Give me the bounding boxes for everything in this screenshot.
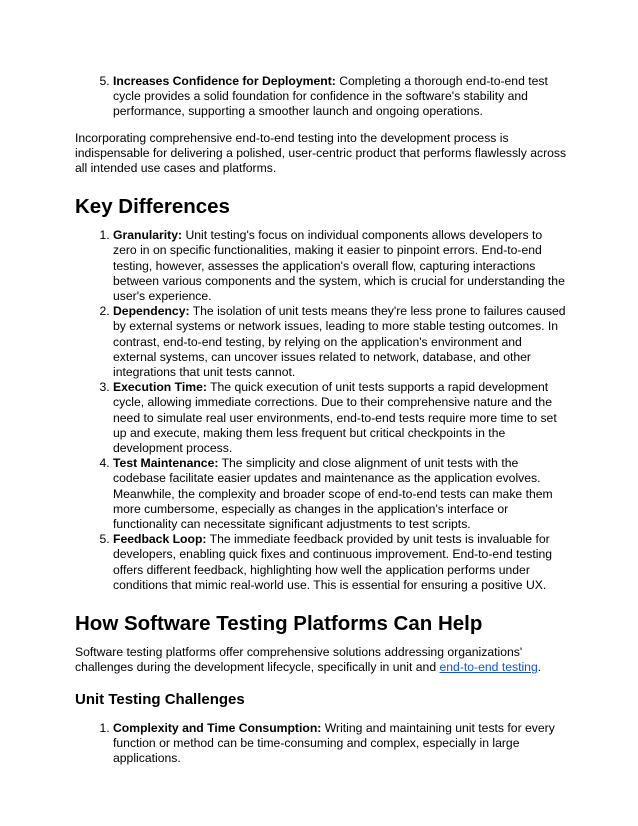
unit-testing-challenges-heading: Unit Testing Challenges [75,690,245,708]
list-item [113,456,567,532]
platforms-heading: How Software Testing Platforms Can Help [75,612,483,636]
list-item-text: The isolation of unit tests means they're less prone to failures caused by external systems or network issues, leading to more stable testing outcomes. In contrast, end-to-end testing, by relying on the application's environment and external systems, can uncover issues related to network, database, and other integrations that unit tests cannot. [113,304,566,380]
list-item-title: Dependency: [113,304,190,319]
list-item-text: The simplicity and close alignment of unit tests with the codebase facilitate easier updates and maintenance as the application evolves. Meanwhile, the complexity and broader scope of end-to-end tests can make them more cumbersome, especially as changes in the application's interface or functionality can necessitate significant adjustments to test scripts. [113,456,553,532]
list-item [113,532,567,593]
unit-challenges-list [75,721,567,767]
platforms-paragraph-text: Software testing platforms offer comprehensive solutions addressing organizations' challenges during the development lifecycle, specifically in unit and [75,645,523,675]
list-item-text: Writing and maintaining unit tests for every function or method can be time-consuming and complex, especially in large applications. [113,720,555,765]
platforms-paragraph [75,645,567,675]
list-item [113,228,567,304]
list-item-text: Unit testing's focus on individual components allows developers to zero in on specific functionalities, making it easier to pinpoint errors. End-to-end testing, however, assesses the application's overall flow, capturing interactions between various components and the system, which is crucial for understanding the user's experience. [113,228,565,304]
list-item-title: Feedback Loop: [113,532,207,547]
key-differences-list [75,228,567,593]
list-item-title: Execution Time: [113,380,207,395]
list-item [113,304,567,380]
list-item-title: Complexity and Time Consumption: [113,720,322,735]
intro-paragraph: Incorporating comprehensive end-to-end testing into the development process is indispensable for delivering a polished, user-centric product that performs flawlessly across all intended use cases and platforms. [75,130,567,176]
list-item-title: Increases Confidence for Deployment: [113,74,336,88]
list-item-text: The immediate feedback provided by unit tests is invaluable for developers, enabling quick fixes and continuous improvement. End-to-end testing offers different feedback, highlighting how well the application performs under conditions that mimic real-world use. This is essential for ensuring a positive UX. [113,532,553,592]
list-item-text: Completing a thorough end-to-end test cycle provides a solid foundation for confidence in the software's stability and performance, supporting a smoother launch and ongoing operations. [113,74,548,119]
list-item-title: Test Maintenance: [113,456,219,471]
key-differences-heading: Key Differences [75,195,230,219]
list-item [113,380,567,456]
list-item-title: Granularity: [113,228,183,243]
benefits-list-continued [75,74,567,120]
list-item [113,721,567,767]
list-item [113,74,567,120]
document-page [75,74,567,766]
platforms-paragraph-end: . [537,660,542,675]
list-item-text: The quick execution of unit tests supports a rapid development cycle, allowing immediate corrections. Due to their comprehensive nature and the need to simulate real user environments, end-to-end tests require more time to set up and execute, making them less frequent but critical checkpoints in the development process. [113,380,557,456]
end-to-end-testing-link[interactable]: end-to-end testing [439,660,538,675]
